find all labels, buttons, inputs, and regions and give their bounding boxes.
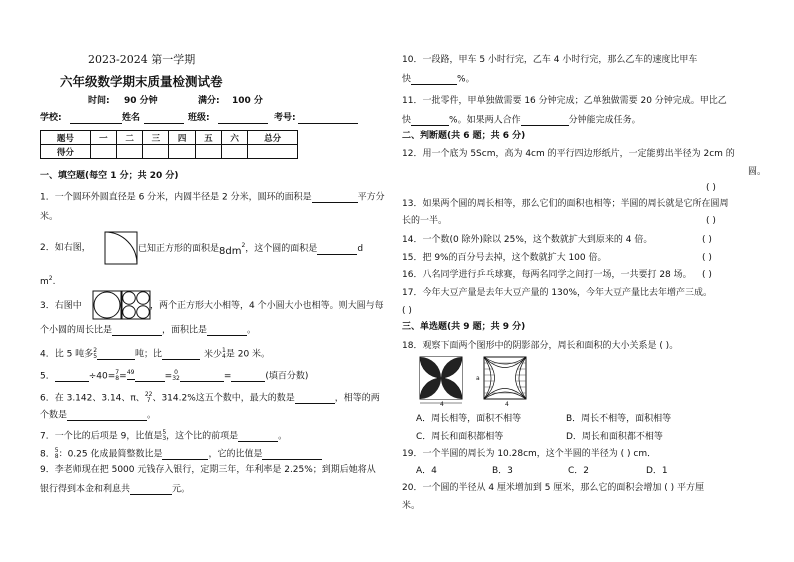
score-cell: 三 (143, 131, 169, 145)
term-label: 2023-2024 第一学期 (88, 53, 196, 66)
q13-text: 13．如果两个圆的周长相等，那么它们的面积也相等；半圆的周长就是它所在圆周 (402, 199, 729, 209)
q5-den: 32 (172, 375, 180, 382)
q16-text: 16．八名同学进行乒乓球赛，每两名同学之间打一场，一共要打 28 场。 (402, 270, 692, 280)
q3-text: ，两个正方形大小相等，4 个小圆大小也相等。则大圆与每 (150, 301, 384, 311)
q8-num: 5 (54, 447, 59, 454)
q8-den: 8 (54, 453, 59, 460)
q5-den: 8 (115, 375, 120, 382)
q20-cont: 米。 (402, 501, 421, 511)
name-label: 姓名 (122, 113, 141, 123)
class-label: 班级: (188, 113, 210, 123)
q9-part: 元。 (172, 484, 191, 495)
q3-label: 3．右图中 (40, 301, 82, 311)
q11-cont (402, 115, 641, 126)
q3-part: 。 (247, 325, 257, 336)
q2-label: 2．如右图， (40, 243, 91, 253)
score-cell: 五 (195, 131, 221, 145)
q2-unit-cont: $m^2$. (40, 275, 56, 287)
q3-blank-2[interactable] (207, 325, 247, 336)
q19-option-c[interactable]: C．2 (568, 466, 590, 476)
q10-cont (402, 74, 475, 85)
q15-answer[interactable]: ( ) (702, 253, 712, 263)
squares-circles-figure (92, 290, 152, 320)
q18-option-c[interactable]: C．周长和面积都相等 (416, 432, 504, 442)
q18-option-b[interactable]: B．周长不相等，面积相等 (566, 414, 672, 424)
score-input[interactable] (116, 145, 142, 159)
figure-2-dim: 4 (505, 401, 509, 408)
score-input[interactable] (221, 145, 247, 159)
q4-part: 米少 (204, 349, 223, 360)
q5-blank-2[interactable] (135, 371, 165, 382)
q2-blank[interactable] (317, 244, 357, 255)
q6-blank-2[interactable] (67, 410, 147, 421)
score-cell: 总分 (248, 131, 298, 145)
figure-1-dim: 4 (440, 401, 444, 408)
q9-text: 9．李老师现在把 5000 元钱存入银行，定期三年，年利率是 2.25%；到期后她将从 (40, 465, 376, 475)
exam-no-label: 考号: (274, 113, 296, 123)
q19-option-a[interactable]: A．4 (416, 466, 437, 476)
q4-blank-2[interactable] (162, 349, 200, 360)
q11-blank-1[interactable] (411, 115, 449, 126)
q7-blank[interactable] (238, 431, 278, 442)
q4-den: 5 (93, 353, 98, 360)
q17-text: 17．今年大豆产量是去年大豆产量的 130%，今年大豆产量比去年增产三成。 (402, 288, 713, 298)
score-input[interactable] (143, 145, 169, 159)
q2-part: ，这个圆的面积是 (245, 244, 318, 254)
q8-part: ，它的比值是 (208, 449, 263, 460)
q6-blank-1[interactable] (295, 393, 335, 404)
q13-cont: 长的一半。 (402, 216, 448, 226)
q19-option-d[interactable]: D．1 (646, 466, 668, 476)
score-input[interactable] (90, 145, 116, 159)
q1-part: 1．一个圆环外圆直径是 6 分米，内圆半径是 2 分米，圆环的面积是 (40, 192, 312, 203)
q5-part: ÷40= (88, 371, 116, 382)
time-label: 时间: (88, 96, 110, 106)
q5-num: 0 (174, 369, 178, 376)
q8-part: 8． (40, 449, 55, 460)
q7-num: 5 (162, 429, 167, 436)
square-quarter-circle-figure (104, 231, 138, 265)
page-title: 六年级数学期末质量检测试卷 (60, 74, 223, 89)
figure-2-side-label: a (476, 375, 480, 382)
q11-part: 分钟能完成任务。 (568, 115, 641, 126)
q5-fraction-3 (172, 370, 180, 382)
q1-part: 平方分 (357, 192, 385, 203)
q10-text: 10．一段路，甲车 5 小时行完，乙车 4 小时行完，那么乙车的速度比甲车 (402, 55, 698, 65)
q14-answer[interactable]: ( ) (702, 235, 712, 245)
section-3-heading: 三、单选题(共 9 题；共 9 分) (402, 322, 526, 332)
q19-text: 19．一个半圆的周长为 10.28cm，这个半圆的半径为 ( ) cm． (402, 449, 657, 459)
q5-blank-3[interactable] (180, 371, 224, 382)
q4-part: 是 20 米。 (225, 349, 271, 360)
q1-blank[interactable] (312, 192, 358, 203)
q7-text (40, 430, 287, 442)
q4-blank-1[interactable] (97, 349, 135, 360)
q8-part: ：0.25 化成最简整数比是 (58, 449, 163, 460)
q9-blank[interactable] (130, 484, 172, 495)
q8-text (40, 448, 322, 460)
q2-text: 已知正方形的面积是$8dm^2$，这个圆的面积是 d (138, 242, 364, 257)
q3-cont (40, 325, 256, 336)
q6-cont (40, 410, 156, 421)
score-input[interactable] (169, 145, 195, 159)
q4-num: 1 (222, 347, 226, 354)
q5-part: 5． (40, 371, 55, 382)
q5-blank-4[interactable] (231, 371, 265, 382)
score-cell: 得分 (41, 145, 91, 159)
score-input[interactable] (195, 145, 221, 159)
star-figure (480, 355, 540, 410)
q11-text: 11．一批零件，甲单独做需要 16 分钟完成；乙单独做需要 20 分钟完成。甲比乙 (402, 96, 727, 106)
q4-num: 2 (93, 347, 98, 354)
time-value: 90 分钟 (124, 96, 158, 106)
q8-blank-1[interactable] (162, 449, 208, 460)
q6-num: 22 (144, 391, 153, 398)
shaded-corners-figure (414, 355, 474, 410)
q5-part: = (164, 371, 173, 382)
q6-part: 、314.2%这五个数中，最大的数是 (152, 393, 295, 404)
q18-option-d[interactable]: D．周长和面积都不相等 (566, 432, 663, 442)
q5-fraction-2 (127, 370, 135, 382)
q4-part: 4．比 5 吨多 (40, 349, 94, 360)
q18-option-a[interactable]: A．周长相等，面积不相等 (416, 414, 522, 424)
q1-text (40, 192, 385, 203)
score-table (40, 130, 298, 159)
q5-num: 49 (126, 369, 135, 376)
school-field[interactable] (70, 113, 122, 124)
q5-num: 7 (115, 369, 120, 376)
q2-area: 8dm (219, 246, 242, 257)
class-field[interactable] (218, 113, 268, 124)
q3-blank-1[interactable] (112, 325, 162, 336)
q5-part: (填百分数) (265, 371, 309, 382)
score-cell: 四 (169, 131, 195, 145)
q7-den: 3 (162, 435, 167, 442)
q7-part: ，这个比的前项是 (166, 431, 239, 442)
q2-unit-part: m (40, 277, 49, 287)
q6-den: 7 (146, 397, 151, 404)
q12-text: 12．用一个底为 5Scm，高为 4cm 的平行四边形纸片，一定能剪出半径为 2cm 的 (402, 149, 735, 159)
q11-part: %。如果两人合作 (449, 115, 521, 126)
section-1-heading: 一、填空题(每空 1 分；共 20 分) (40, 171, 179, 181)
score-cell: 一 (90, 131, 116, 145)
q20-text: 20．一个圆的半径从 4 厘米增加到 5 厘米，那么它的面积会增加 ( ) 平方厘 (402, 483, 704, 493)
q4-part: 吨；比 (135, 349, 163, 360)
full-score-value: 100 分 (232, 96, 263, 106)
section-2-heading: 二、判断题(共 6 题；共 6 分) (402, 131, 526, 141)
q4-text (40, 348, 270, 360)
exam-no-field[interactable] (298, 113, 358, 124)
q11-blank-2[interactable] (521, 115, 569, 126)
q12-cont: 圆。 (748, 167, 767, 177)
q6-part: 6．在 3.142、3.14、π、 (40, 393, 145, 404)
q6-part: 个数是 (40, 410, 68, 421)
q10-part: 快 (402, 74, 412, 85)
name-field[interactable] (144, 113, 184, 124)
q7-part: 。 (278, 431, 288, 442)
q13-answer[interactable]: ( ) (706, 216, 716, 226)
q14-text: 14．一个数(0 除外)除以 25%，这个数就扩大到原来的 4 倍。 (402, 235, 653, 245)
q18-text: 18．观察下面两个图形中的阴影部分，周长和面积的大小关系是 ( )。 (402, 341, 679, 351)
q5-part: = (223, 371, 232, 382)
q17-answer[interactable]: ( ) (402, 306, 412, 316)
q12-answer[interactable]: ( ) (706, 183, 716, 193)
q6-part: ，相等的两 (334, 393, 380, 404)
q16-answer[interactable]: ( ) (702, 270, 712, 280)
q6-part: 。 (147, 410, 157, 421)
school-label: 学校: (40, 113, 62, 123)
q11-part: 快 (402, 115, 412, 126)
q19-option-b[interactable]: B．3 (492, 466, 513, 476)
q4-den: 4 (222, 353, 226, 360)
q2-unit: d (357, 244, 364, 254)
q8-blank-2[interactable] (262, 449, 322, 460)
q6-text (40, 392, 380, 404)
q7-part: 7．一个比的后项是 9，比值是 (40, 431, 163, 442)
q10-blank[interactable] (411, 74, 457, 85)
q10-part: %。 (457, 74, 475, 85)
full-score-label: 满分: (198, 96, 220, 106)
q3-part: 个小圆的周长比是 (40, 325, 113, 336)
q5-text: 5． ÷40=7 8=49 = 0 32 = (填百分数) (40, 369, 309, 382)
score-cell: 题号 (41, 131, 91, 145)
score-cell: 六 (221, 131, 247, 145)
score-cell: 二 (116, 131, 142, 145)
q5-blank-1[interactable] (55, 371, 89, 382)
q15-text: 15．把 9%的百分号去掉，这个数就扩大 100 倍。 (402, 253, 607, 263)
q1-cont: 米。 (40, 212, 59, 222)
q2-part: 已知正方形的面积是 (138, 244, 220, 254)
score-input[interactable] (248, 145, 298, 159)
q9-part: 银行得到本金和利息共 (40, 484, 131, 495)
q3-part: ，面积比是 (162, 325, 208, 336)
q9-cont (40, 484, 190, 495)
